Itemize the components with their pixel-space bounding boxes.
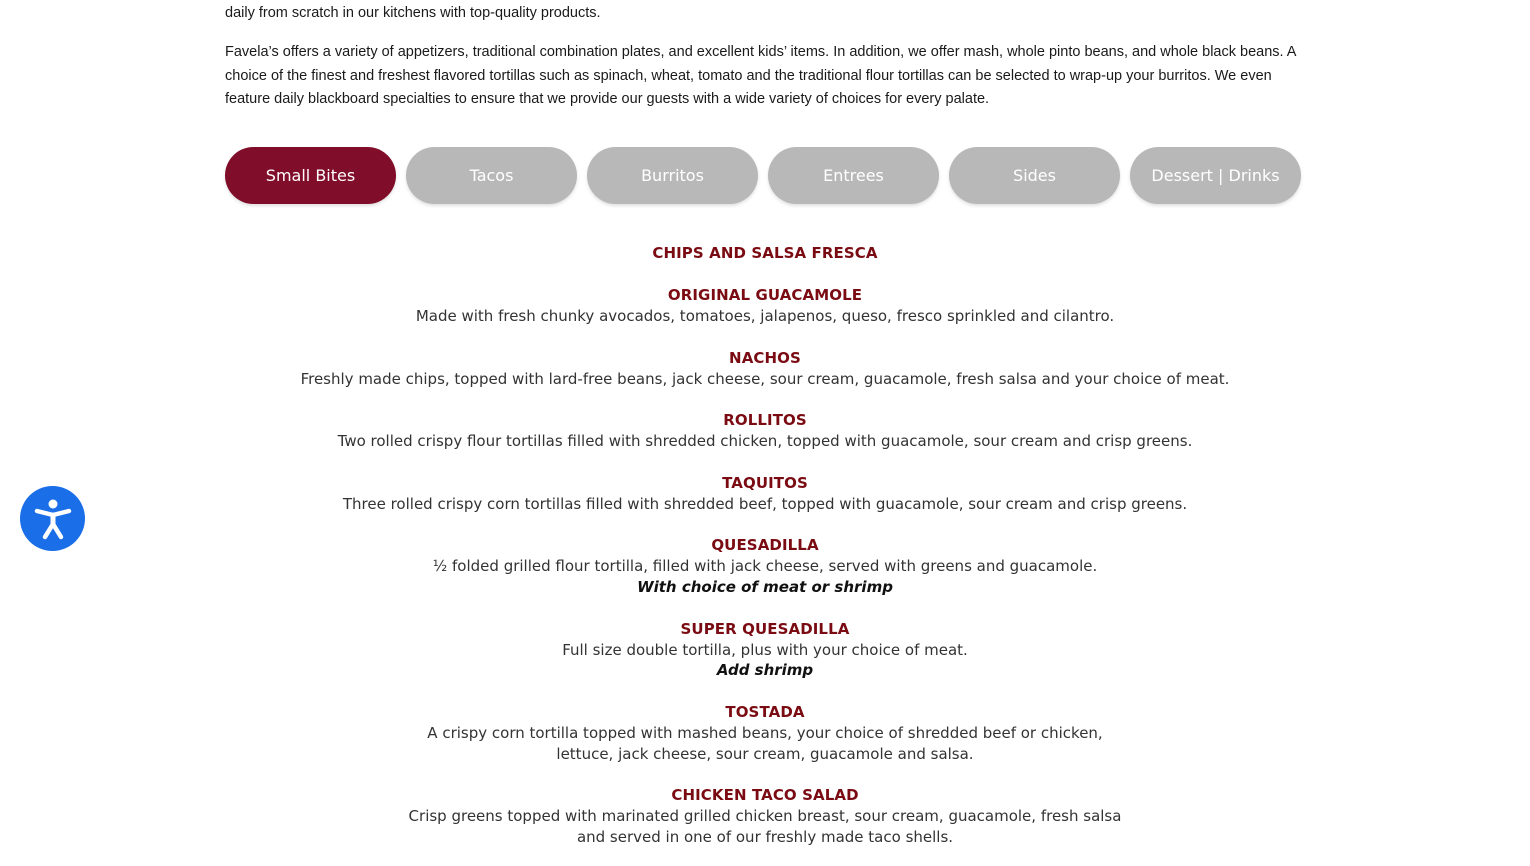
accessibility-button[interactable] [20,486,85,551]
menu-item-super-quesadilla [225,619,1305,682]
tab-small-bites[interactable]: Small Bites [225,147,396,204]
menu-item-description: A crispy corn tortilla topped with mashed beans, your choice of shredded beef or chicken, lettuce, jack cheese, sour cream, guacamole and salsa. [427,724,1103,763]
menu-item-description: Full size double tortilla, plus with your choice of meat. [562,640,968,659]
menu-item-note: With choice of meat or shrimp [637,577,893,596]
menu-item-description: Three rolled crispy corn tortillas filled with shredded beef, topped with guacamole, sour cream and crisp greens. [342,494,1188,513]
menu-item-name: CHICKEN TACO SALAD [671,786,859,804]
menu-item-description: ½ folded grilled flour tortilla, filled with jack cheese, served with greens and guacamole. [432,557,1098,575]
intro-paragraph-2: Favela’s offers a variety of appetizers, traditional combination plates, and excellent kids’ items. In addition, we offer mash, whole pinto beans, and whole black beans. A choice of the finest and freshest flavored tortillas such as spinach, wheat, tomato and the traditional flour tortillas can be selected to wrap-up your burritos. We even feature daily blackboard specialties to ensure that we provide our guests with a wide variety of choices for every palate. [225,44,1296,107]
tab-sides[interactable]: Sides [949,147,1120,204]
menu-tabs [225,147,1305,204]
menu-item-guacamole [225,285,1305,327]
tab-entrees[interactable]: Entrees [768,147,939,204]
menu-item-name: TAQUITOS [722,473,808,492]
menu-item-description: Two rolled crispy flour tortillas filled with shredded chicken, topped with guacamole, sour cream and crisp greens. [337,432,1193,450]
menu-item-name: SUPER QUESADILLA [680,619,850,638]
menu-item-name: CHIPS AND SALSA FRESCA [652,244,878,262]
tab-dessert-drinks[interactable]: Dessert | Drinks [1130,147,1301,204]
menu-list [225,243,1305,866]
menu-item-tostada [225,702,1305,764]
tab-tacos[interactable]: Tacos [406,147,577,204]
menu-item-note: Add shrimp [716,661,814,679]
menu-item-chips-and-salsa [225,243,1305,264]
menu-item-chicken-taco-salad [225,785,1305,847]
menu-item-taquitos [225,473,1305,515]
menu-item-name: ROLLITOS [723,411,807,429]
intro-paragraph-1: daily from scratch in our kitchens with top-quality products. [225,5,601,21]
menu-item-name: QUESADILLA [711,536,819,554]
menu-item-description: Crisp greens topped with marinated grilled chicken breast, sour cream, guacamole, fresh salsa and served in one of our freshly made taco shells. [408,807,1122,846]
menu-item-name: TOSTADA [725,703,805,721]
menu-item-name: ORIGINAL GUACAMOLE [667,286,863,304]
tab-burritos[interactable]: Burritos [587,147,758,204]
menu-item-description: Freshly made chips, topped with lard-free beans, jack cheese, sour cream, guacamole, fresh salsa and your choice of meat. [300,369,1230,388]
menu-item-quesadilla [225,535,1305,598]
accessibility-person-icon [33,497,73,541]
menu-item-nachos [225,348,1305,390]
menu-item-description: Made with fresh chunky avocados, tomatoes, jalapenos, queso, fresco sprinkled and cilantro. [415,307,1115,325]
menu-item-rollitos [225,410,1305,452]
menu-item-name: NACHOS [729,348,801,367]
